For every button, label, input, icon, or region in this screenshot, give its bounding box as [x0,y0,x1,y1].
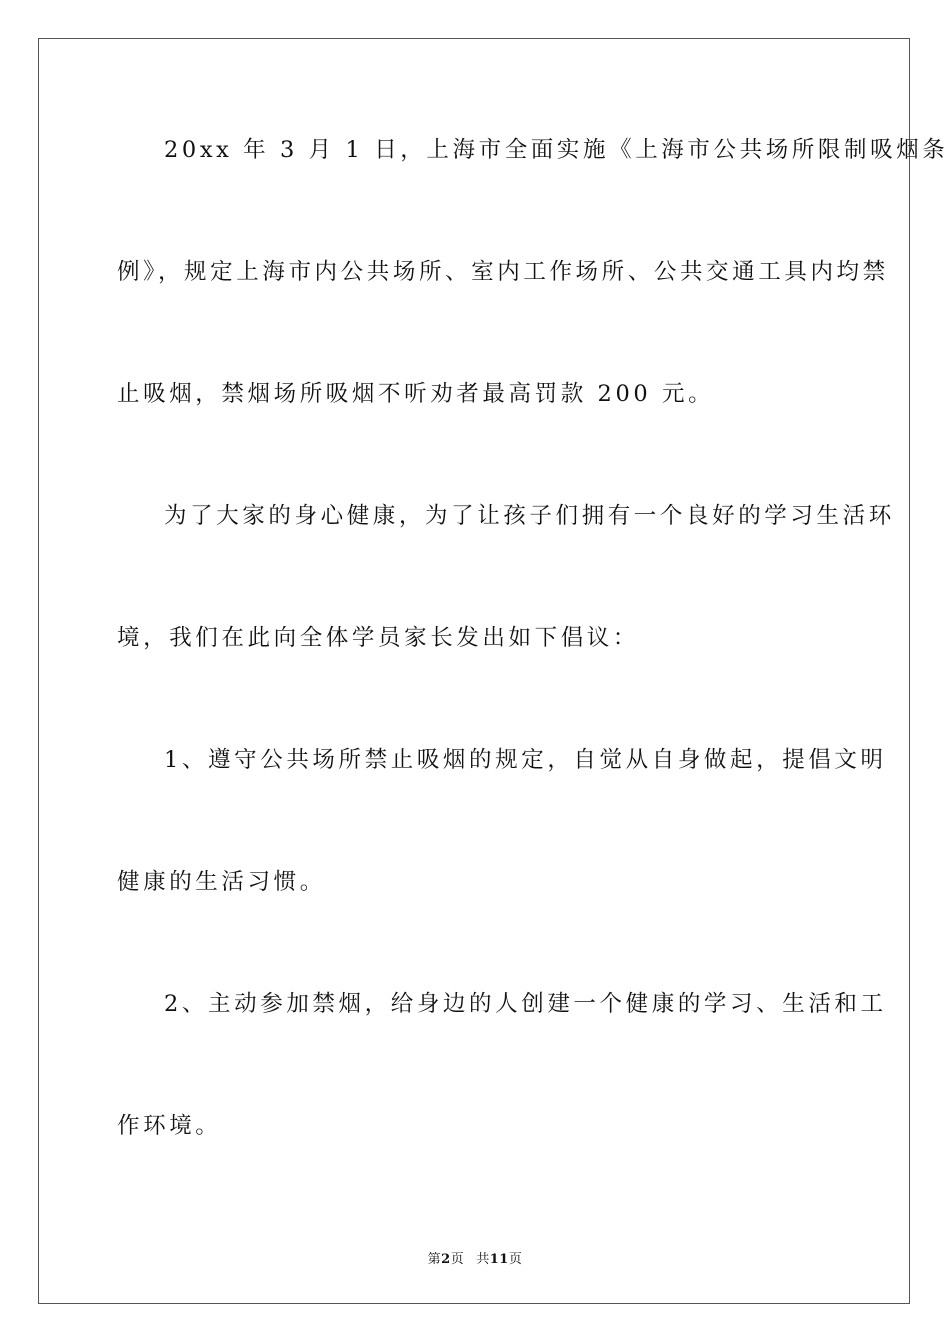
document-body [117,128,949,1226]
paragraph-3-line-2: 健康的生活习惯。 [117,869,326,895]
page-prefix: 第 [427,1252,442,1267]
total-pages: 11 [489,1252,509,1267]
page-suffix: 页 [450,1252,465,1267]
paragraph-4-line-1: 2、主动参加禁烟，给身边的人创建一个健康的学习、生活和工 [164,991,887,1017]
paragraph-1-line-1: 20xx 年 3 月 1 日，上海市全面实施《上海市公共场所限制吸烟条 [164,137,949,163]
page-footer [0,1248,950,1267]
paragraph-2-line-1: 为了大家的身心健康，为了让孩子们拥有一个良好的学习生活环 [164,503,895,529]
paragraph-4-line-2: 作环境。 [117,1113,222,1139]
paragraph-3-line-1: 1、遵守公共场所禁止吸烟的规定，自觉从自身做起，提倡文明 [164,747,887,773]
paragraph-2-line-2: 境，我们在此向全体学员家长发出如下倡议： [117,625,640,651]
paragraph-1-line-3: 止吸烟，禁烟场所吸烟不听劝者最高罚款 200 元。 [117,381,715,407]
paragraph-1-line-2: 例》，规定上海市内公共场所、室内工作场所、公共交通工具内均禁 [117,259,889,285]
total-suffix: 页 [508,1252,523,1267]
page-number: 2 [441,1252,451,1267]
total-prefix: 共 [476,1252,490,1267]
